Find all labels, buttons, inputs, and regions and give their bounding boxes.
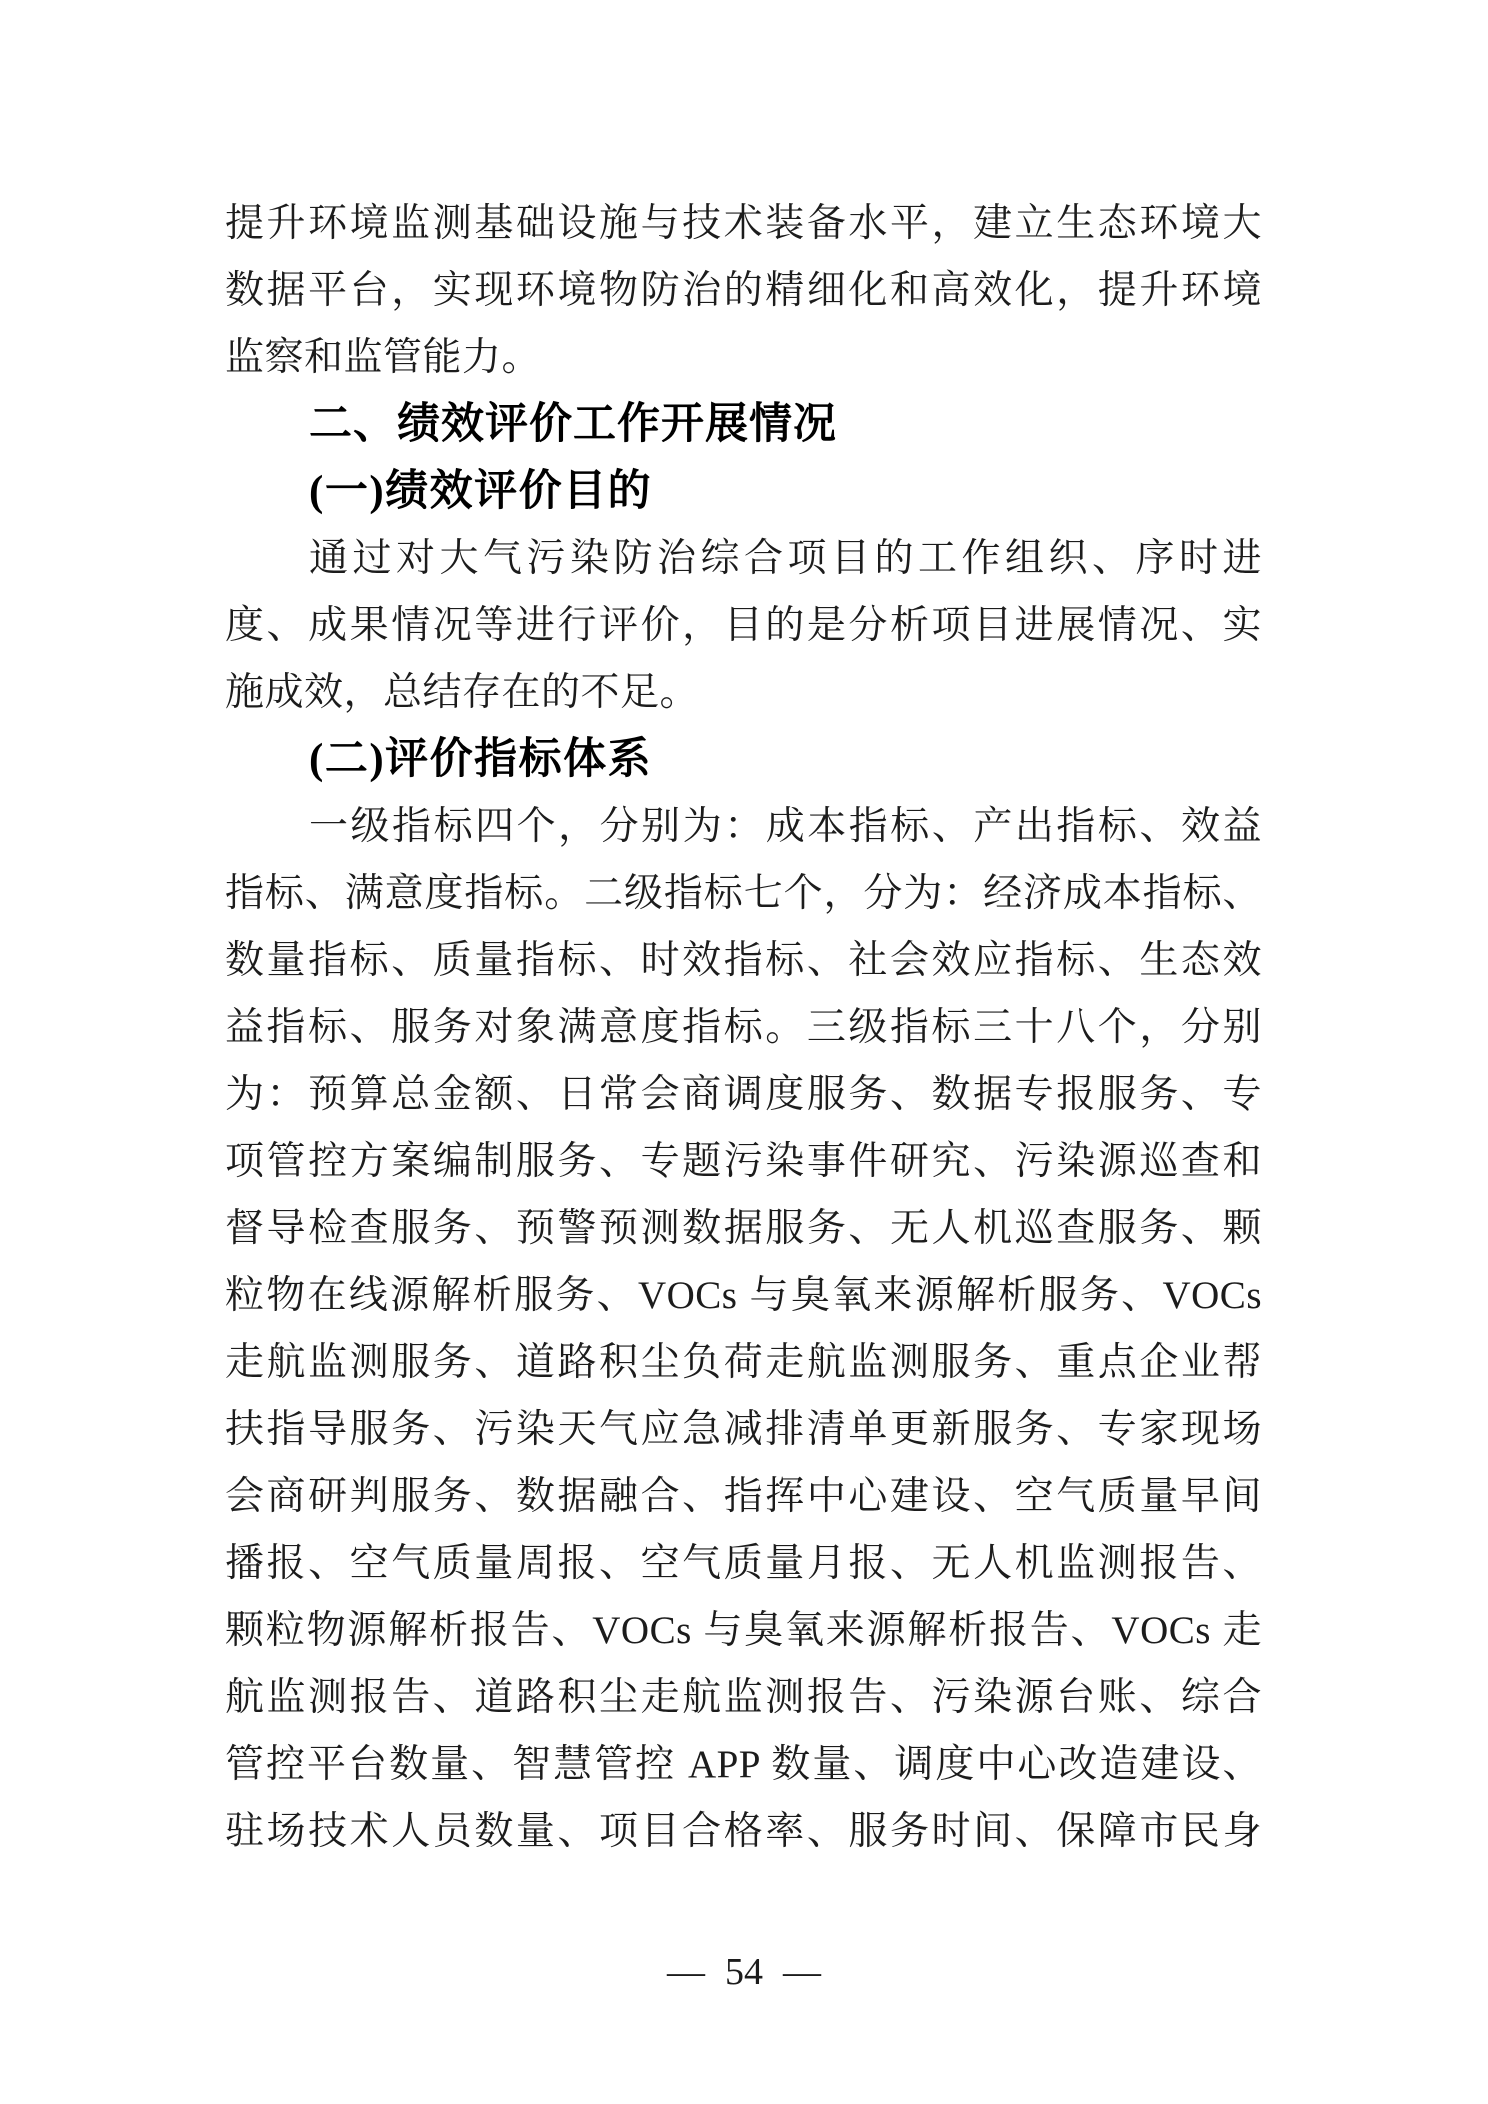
text-line: 数量指标、质量指标、时效指标、社会效应指标、生态效 bbox=[225, 939, 1262, 982]
footer-dash-left: — bbox=[667, 1951, 705, 1993]
text-line: 驻场技术人员数量、项目合格率、服务时间、保障市民身 bbox=[225, 1810, 1262, 1853]
text-line: 会商研判服务、数据融合、指挥中心建设、空气质量早间 bbox=[225, 1475, 1262, 1518]
text-line: 扶指导服务、污染天气应急减排清单更新服务、专家现场 bbox=[225, 1408, 1262, 1451]
heading2 bbox=[225, 458, 1262, 525]
text-line: 颗粒物源解析报告、VOCs 与臭氧来源解析报告、VOCs 走 bbox=[225, 1609, 1262, 1652]
text-line: 监察和监管能力。 bbox=[225, 336, 542, 379]
heading2 bbox=[225, 726, 1262, 793]
text-line: 为：预算总金额、日常会商调度服务、数据专报服务、专 bbox=[225, 1073, 1262, 1116]
footer-dash-right: — bbox=[783, 1951, 821, 1993]
document-content bbox=[225, 190, 1262, 1865]
text-line: 施成效，总结存在的不足。 bbox=[225, 671, 700, 714]
paragraph bbox=[225, 793, 1262, 1865]
heading1 bbox=[225, 391, 1262, 458]
text-line: 走航监测服务、道路积尘负荷走航监测服务、重点企业帮 bbox=[225, 1341, 1262, 1384]
text-line: 一级指标四个，分别为：成本指标、产出指标、效益 bbox=[309, 805, 1262, 848]
text-line: 指标、满意度指标。二级指标七个，分为：经济成本指标、 bbox=[225, 872, 1262, 915]
text-line: 播报、空气质量周报、空气质量月报、无人机监测报告、 bbox=[225, 1542, 1262, 1585]
page-number: 54 bbox=[725, 1951, 763, 1993]
text-line: 度、成果情况等进行评价，目的是分析项目进展情况、实 bbox=[225, 604, 1262, 647]
text-line: 管控平台数量、智慧管控 APP 数量、调度中心改造建设、 bbox=[225, 1743, 1262, 1786]
text-line: 数据平台，实现环境物防治的精细化和高效化，提升环境 bbox=[225, 269, 1262, 312]
text-line: 督导检查服务、预警预测数据服务、无人机巡查服务、颗 bbox=[225, 1207, 1262, 1250]
text-line: 提升环境监测基础设施与技术装备水平，建立生态环境大 bbox=[225, 202, 1262, 245]
text-line: 粒物在线源解析服务、VOCs 与臭氧来源解析服务、VOCs bbox=[225, 1274, 1262, 1317]
paragraph bbox=[225, 190, 1262, 391]
text-line: (一)绩效评价目的 bbox=[309, 468, 653, 515]
text-line: 通过对大气污染防治综合项目的工作组织、序时进 bbox=[309, 537, 1262, 580]
text-line: 项管控方案编制服务、专题污染事件研究、污染源巡查和 bbox=[225, 1140, 1262, 1183]
text-line: 二、绩效评价工作开展情况 bbox=[309, 400, 837, 448]
paragraph bbox=[225, 525, 1262, 726]
page-footer bbox=[0, 1948, 1488, 1996]
text-line: 航监测报告、道路积尘走航监测报告、污染源台账、综合 bbox=[225, 1676, 1262, 1719]
text-line: (二)评价指标体系 bbox=[309, 736, 653, 783]
text-line: 益指标、服务对象满意度指标。三级指标三十八个，分别 bbox=[225, 1006, 1262, 1049]
